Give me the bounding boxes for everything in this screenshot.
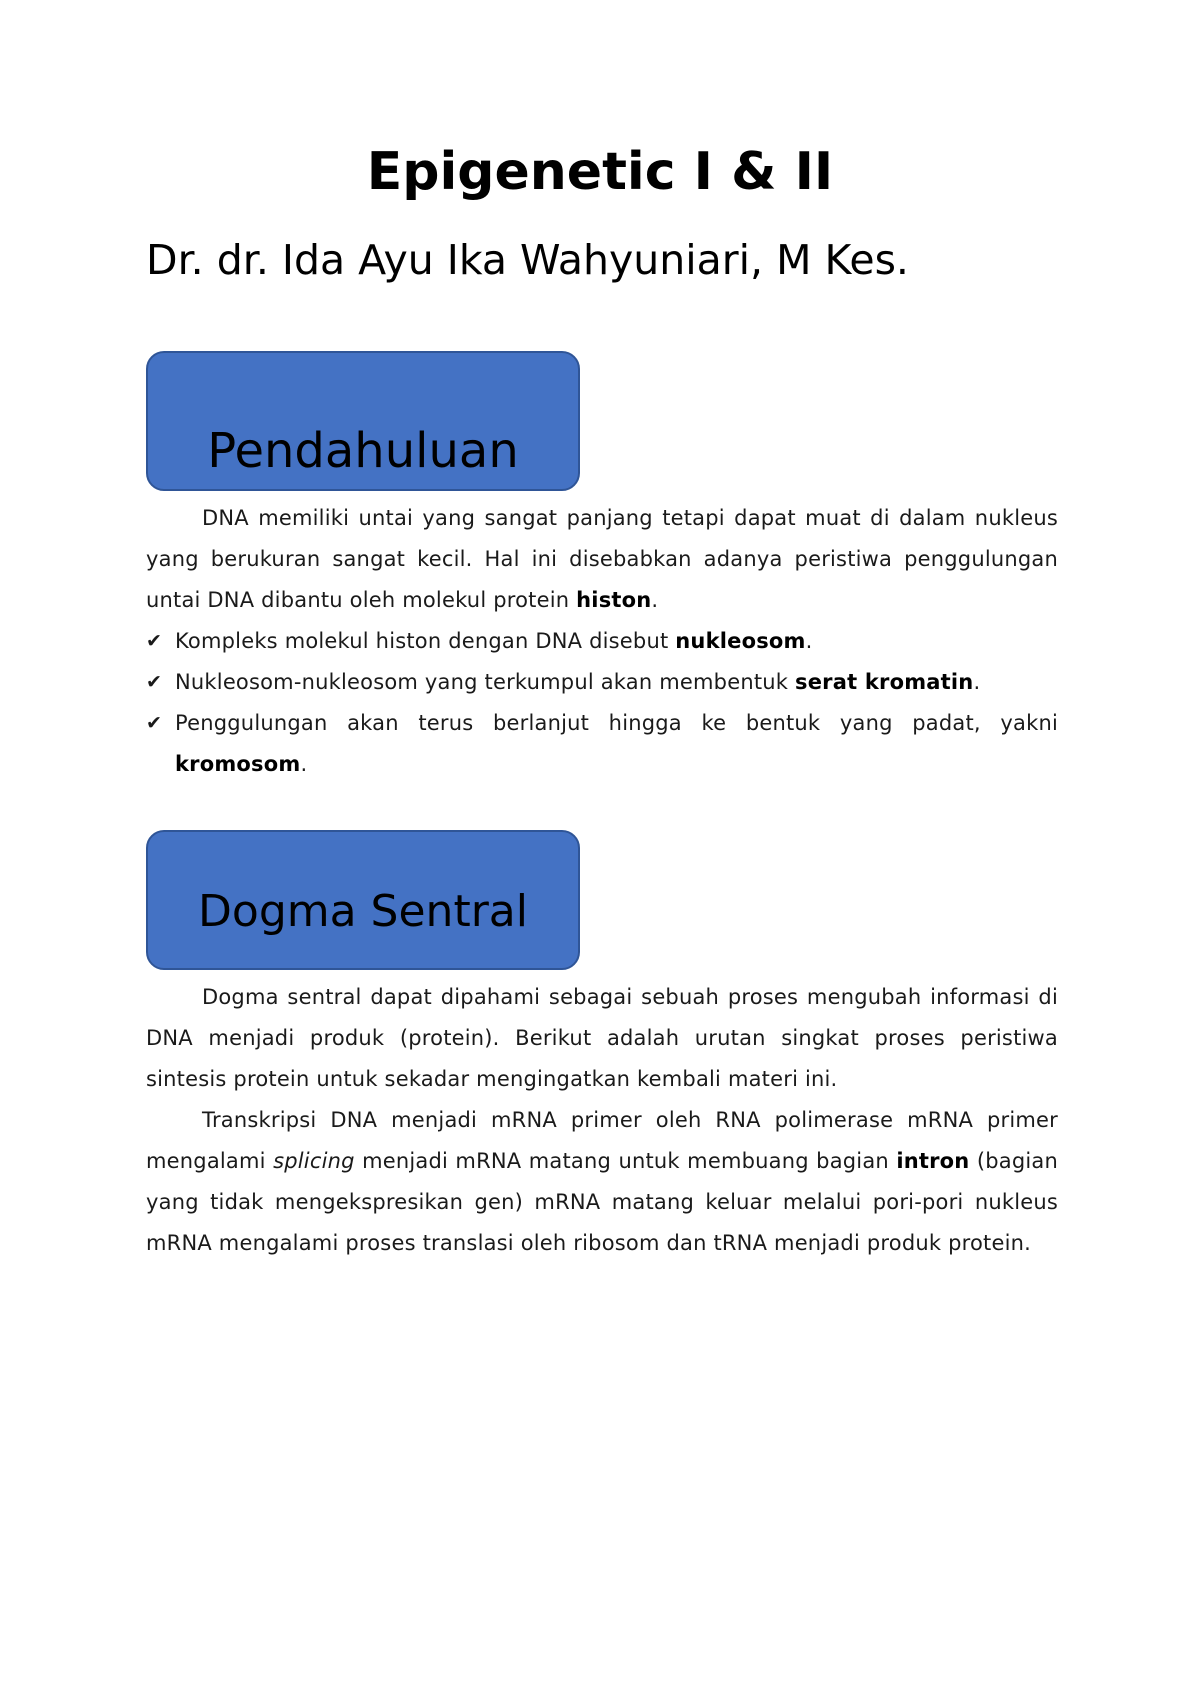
bullet-end: . <box>973 670 981 694</box>
bullet-end: . <box>805 629 813 653</box>
list-item <box>146 662 1058 703</box>
bullet-text: Penggulungan akan terus berlanjut hingga ke bentuk yang padat, yakni <box>175 711 1058 735</box>
page-title: Epigenetic I & II <box>366 142 834 202</box>
bullet-list <box>146 621 1058 785</box>
check-icon: ✔ <box>146 671 163 693</box>
list-item <box>146 703 1058 785</box>
bullet-bold-term: serat kromatin <box>795 670 974 694</box>
body-paragraph <box>146 1100 1058 1264</box>
intro-paragraph <box>146 498 1058 621</box>
list-item <box>146 621 1058 662</box>
bullet-bold-term: nukleosom <box>675 629 806 653</box>
section-body-pendahuluan <box>146 498 1058 785</box>
paragraph-text: (bagian yang tidak mengekspresikan gen) mRNA matang keluar melalui pori-pori nukleus mRNA mengalami proses translasi oleh ribosom dan tRNA menjadi produk protein. <box>146 1149 1058 1255</box>
bold-term: intron <box>896 1149 970 1173</box>
author-name: Dr. dr. Ida Ayu Ika Wahyuniari, M Kes. <box>146 236 909 284</box>
section-header-pendahuluan <box>146 351 580 491</box>
paragraph-text: Transkripsi DNA menjadi mRNA primer oleh RNA polimerase mRNA primer mengalami <box>146 1108 1058 1173</box>
section-header-dogma-sentral <box>146 830 580 970</box>
bullet-text: Nukleosom-nukleosom yang terkumpul akan membentuk <box>175 670 796 694</box>
bullet-text: Kompleks molekul histon dengan DNA disebut <box>175 629 676 653</box>
body-paragraph: Dogma sentral dapat dipahami sebagai sebuah proses mengubah informasi di DNA menjadi produk (protein). Berikut adalah urutan singkat proses peristiwa sintesis protein untuk sekadar mengingatkan kembali materi ini. <box>146 985 1058 1091</box>
check-icon: ✔ <box>146 630 163 652</box>
intro-bold-term: histon <box>576 588 652 612</box>
section-body-dogma-sentral <box>146 977 1058 1264</box>
check-icon: ✔ <box>146 712 163 734</box>
intro-end: . <box>651 588 659 612</box>
section-heading: Pendahuluan <box>207 423 519 479</box>
paragraph-text: menjadi mRNA matang untuk membuang bagian <box>354 1149 897 1173</box>
intro-text: DNA memiliki untai yang sangat panjang tetapi dapat muat di dalam nukleus yang berukuran sangat kecil. Hal ini disebabkan adanya peristiwa penggulungan untai DNA dibantu oleh molekul protein <box>146 506 1058 612</box>
section-heading: Dogma Sentral <box>198 886 528 937</box>
bullet-end: . <box>300 752 308 776</box>
bullet-bold-term: kromosom <box>175 752 301 776</box>
italic-term: splicing <box>273 1149 355 1173</box>
